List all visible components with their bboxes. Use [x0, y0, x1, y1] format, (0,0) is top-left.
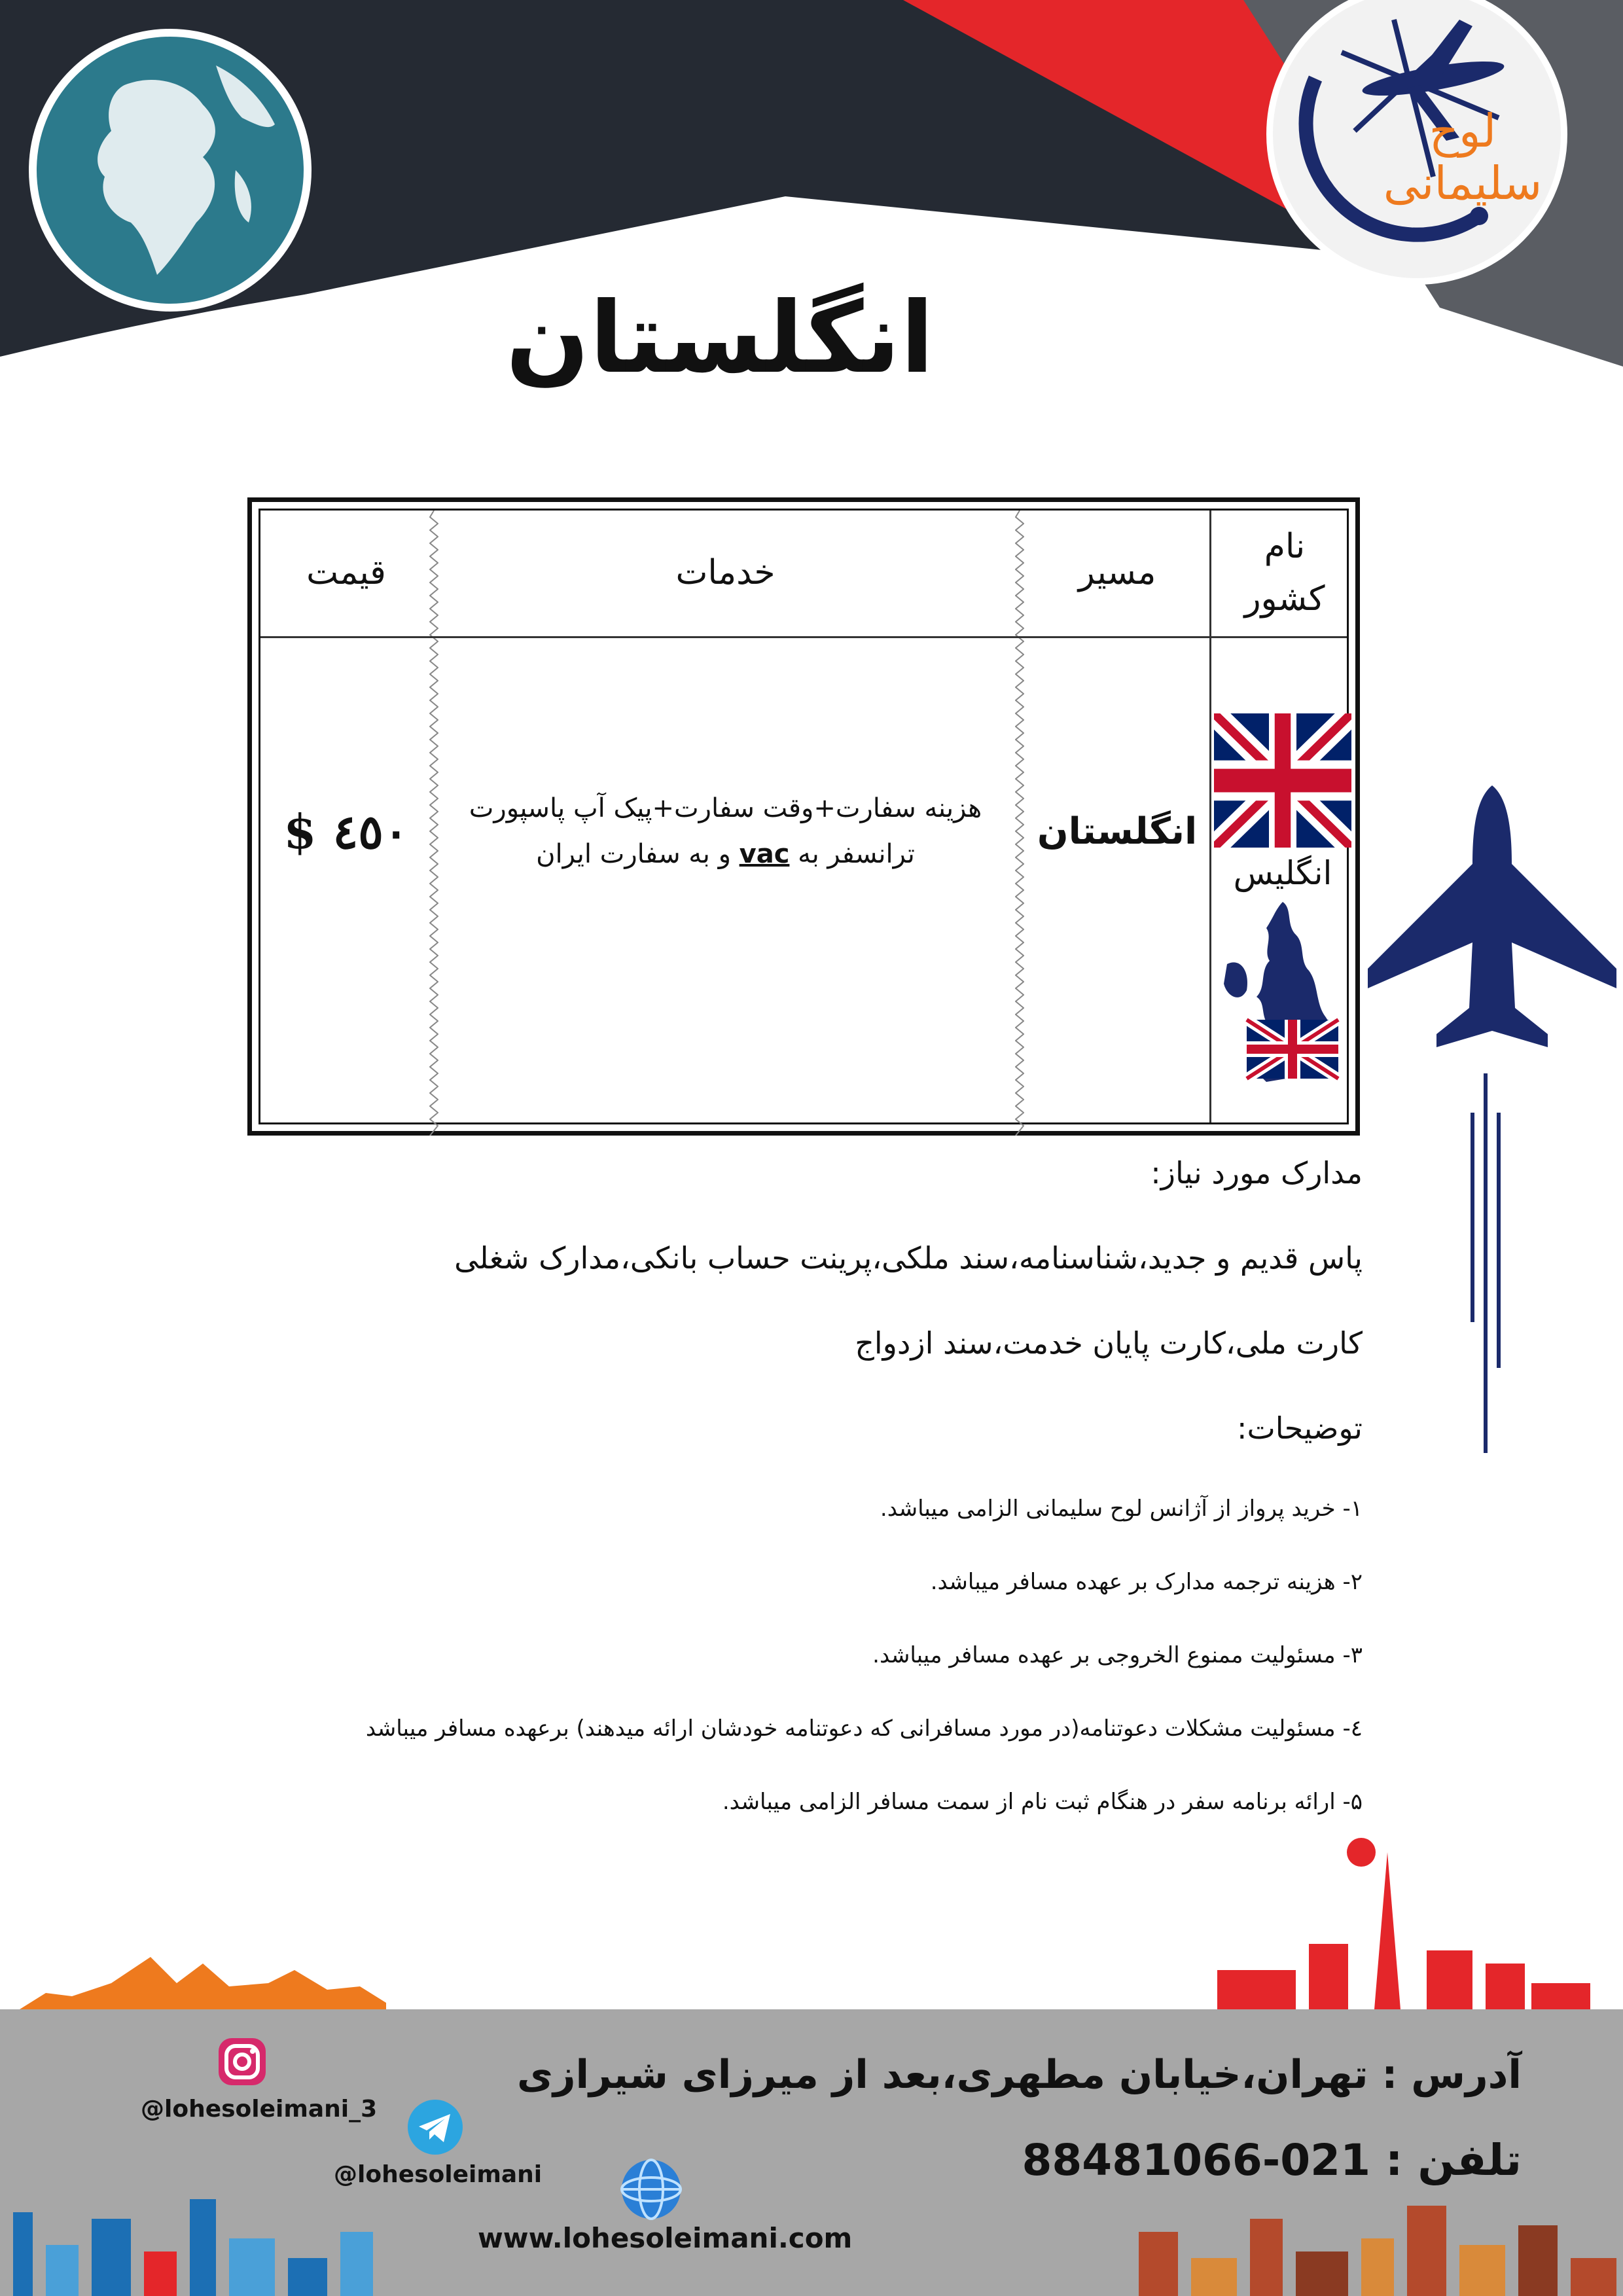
column-divider — [1015, 511, 1024, 1136]
header-country: نام کشور — [1244, 527, 1325, 619]
header-services: خدمات — [675, 553, 776, 592]
documents-line-2: کارت ملی،کارت پایان خدمت،سند ازدواج — [855, 1325, 1363, 1361]
footer-phone: تلفن : 021-88481066 — [1022, 2135, 1522, 2185]
contrail-lines — [1459, 1073, 1512, 1460]
cell-country — [1211, 638, 1354, 1122]
cell-price: $ ٤٥٠ — [283, 803, 409, 859]
note-item: ۲- هزینه ترجمه مدارک بر عهده مسافر میباشد. — [930, 1569, 1363, 1595]
note-item: ۳- مسئولیت ممنوع الخروجی بر عهده مسافر میباشد. — [872, 1642, 1363, 1668]
agency-logo — [1263, 0, 1571, 288]
airplane-icon — [1361, 779, 1623, 1060]
uk-flag-icon — [1214, 713, 1351, 848]
notes-heading: توضیحات: — [1236, 1410, 1363, 1446]
services-text: و به سفارت ایران — [536, 839, 740, 869]
note-item: ٤- مسئولیت مشکلات دعوتنامه(در مورد مسافرانی که دعوتنامه خودشان ارائه میدهند) برعهده مسافر میباشد — [365, 1715, 1363, 1742]
cell-route: انگلستان — [1037, 810, 1198, 853]
instagram-icon — [216, 2036, 268, 2088]
services-vac: vac — [739, 839, 790, 869]
website-link[interactable]: www.lohesoleimani.com — [478, 2222, 853, 2254]
cell-country-name: انگلیس — [1233, 854, 1332, 892]
services-text: ترانسفر به — [789, 839, 915, 869]
header-price: قیمت — [306, 553, 386, 592]
skyline-right-brown — [1126, 2199, 1623, 2296]
cell-services — [436, 638, 1015, 1122]
globe-icon — [26, 26, 314, 314]
note-item: ۵- ارائه برنامه سفر در هنگام ثبت نام از سمت مسافر الزامی میباشد. — [722, 1789, 1363, 1815]
web-globe-icon — [618, 2157, 684, 2222]
price-table — [247, 497, 1360, 1136]
telegram-handle[interactable]: @lohesoleimani — [334, 2161, 543, 2188]
services-line-1: هزینه سفارت+وقت سفارت+پیک آپ پاسپورت — [469, 793, 982, 823]
skyline-left-blue — [0, 2173, 406, 2296]
services-line-2 — [536, 831, 915, 877]
documents-heading: مدارک مورد نیاز: — [1150, 1155, 1363, 1191]
note-item: ۱- خرید پرواز از آژانس لوح سلیمانی الزامی میباشد. — [880, 1496, 1363, 1522]
footer-address: آدرس : تهران،خیابان مطهری،بعد از میرزای شیرازی — [516, 2052, 1522, 2098]
page-title: انگلستان — [505, 281, 935, 395]
skyline-left-orange — [20, 1957, 386, 2016]
documents-line-1: پاس قدیم و جدید،شناسنامه،سند ملکی،پرینت حساب بانکی،مدارک شغلی — [454, 1240, 1363, 1276]
instagram-handle[interactable]: @lohesoleimani_3 — [141, 2096, 378, 2123]
skyline-right-red — [1191, 1833, 1597, 2016]
header-route: مسیر — [1078, 553, 1156, 592]
logo-text: لوح سلیمانی — [1383, 104, 1543, 210]
telegram-icon — [406, 2098, 465, 2157]
uk-map-icon — [1221, 899, 1345, 1088]
